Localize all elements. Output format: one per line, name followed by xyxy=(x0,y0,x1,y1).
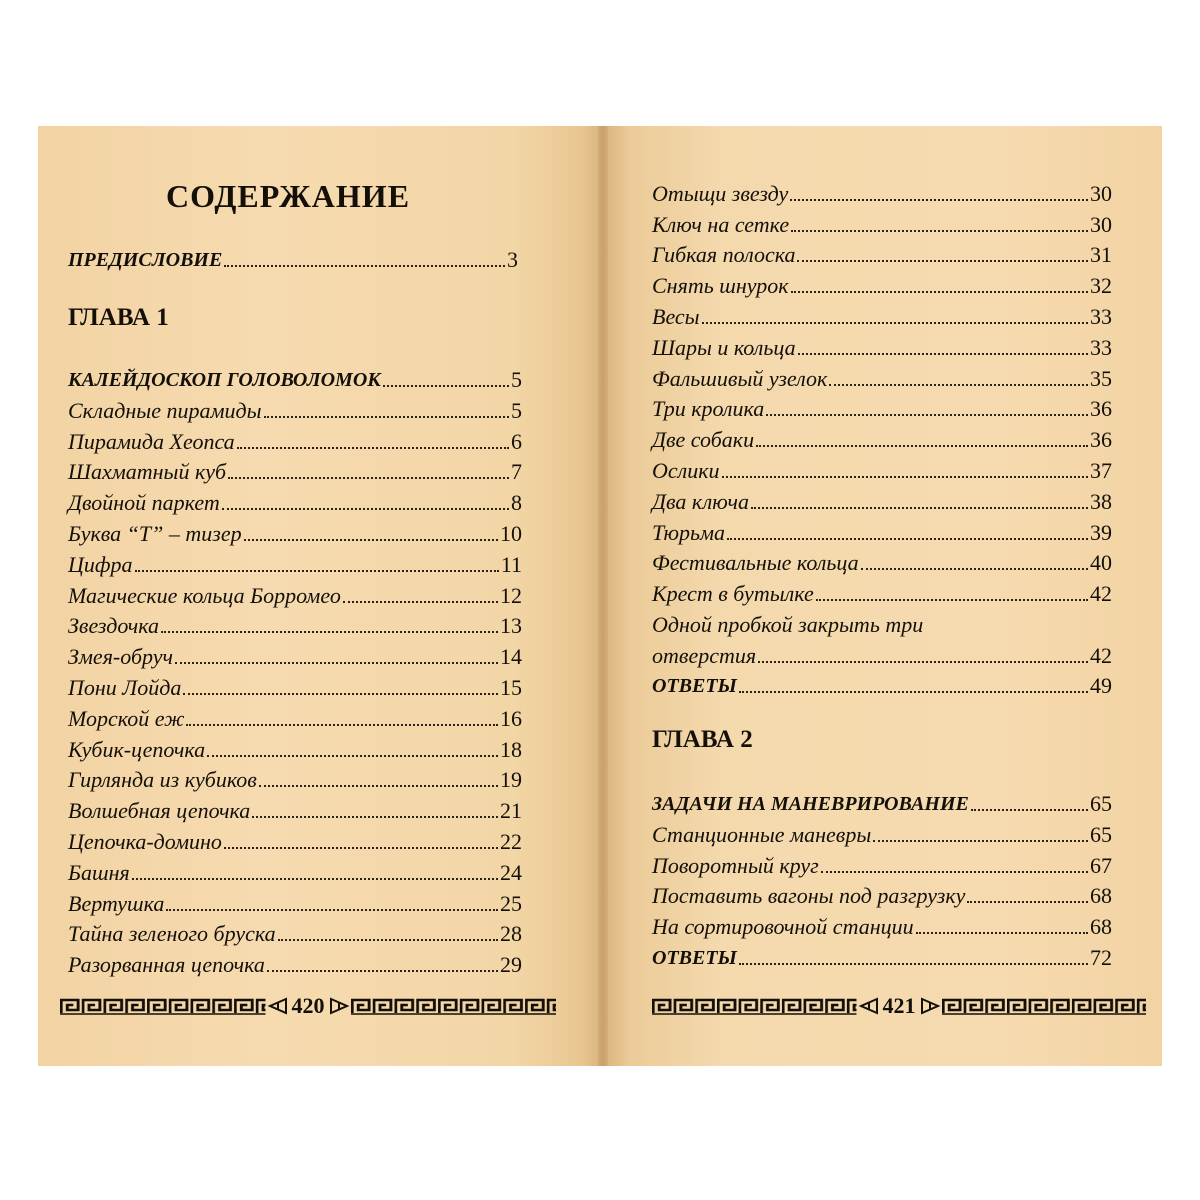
toc-entry-title: Два ключа xyxy=(652,488,749,514)
toc-leader-dots xyxy=(967,901,1088,903)
toc-entry-page: 65 xyxy=(1090,821,1112,847)
toc-entry-page: 13 xyxy=(500,613,522,639)
meander-border-icon xyxy=(351,997,557,1015)
toc-entry-title: Башня xyxy=(68,859,130,885)
toc-leader-dots xyxy=(161,631,498,633)
meander-border-icon xyxy=(652,997,857,1015)
toc-entry xyxy=(68,763,522,794)
toc-entry-page: 42 xyxy=(1090,581,1112,607)
toc-entry xyxy=(652,576,1112,607)
toc-leader-dots xyxy=(821,871,1088,873)
toc-entry-page: 12 xyxy=(500,582,522,608)
toc-entry xyxy=(68,947,522,978)
toc-entry-title: Вертушка xyxy=(68,890,165,916)
toc-leader-dots xyxy=(224,847,498,849)
chapter-2-heading: ГЛАВА 2 xyxy=(652,726,753,753)
toc-entry-title: Две собаки xyxy=(652,427,755,453)
toc-entry-title: Пирамида Хеопса xyxy=(68,428,235,454)
toc-entry-page: 14 xyxy=(500,644,522,670)
toc-entry xyxy=(68,516,522,547)
toc-entry-title: Разорванная цепочка xyxy=(68,952,265,978)
toc-entry xyxy=(652,392,1112,423)
toc-entry-title: Кубик-цепочка xyxy=(68,736,206,762)
toc-entry-page: 38 xyxy=(1090,488,1112,514)
toc-entry-page: 32 xyxy=(1090,273,1112,299)
toc-entry-title: Шары и кольца xyxy=(652,334,796,360)
toc-leader-dots xyxy=(267,970,498,972)
toc-leader-dots xyxy=(971,809,1088,811)
toc-entry-title: Отыщи звезду xyxy=(652,180,789,206)
toc-entry-page: 42 xyxy=(1090,642,1112,668)
toc-leader-dots xyxy=(132,878,498,880)
toc-leader-dots xyxy=(259,785,498,787)
toc-leader-dots xyxy=(758,661,1088,663)
toc-leader-dots xyxy=(222,508,509,510)
toc-entry-title: Крест в бутылке xyxy=(652,581,814,607)
toc-entry-page: 68 xyxy=(1090,883,1112,909)
toc-entry xyxy=(652,879,1112,910)
toc-entry-page: 16 xyxy=(500,705,522,731)
toc-entry-page: 28 xyxy=(500,921,522,947)
toc-entry xyxy=(68,670,522,701)
page-number: 421 xyxy=(882,993,916,1018)
toc-entry-answers xyxy=(652,669,1112,700)
toc-entry-section xyxy=(652,786,1112,817)
toc-leader-dots xyxy=(702,322,1088,324)
toc-leader-dots xyxy=(756,445,1088,447)
toc-leader-dots xyxy=(916,932,1088,934)
toc-entry-page: 35 xyxy=(1090,365,1112,391)
toc-entry-title: Фальшивый узелок xyxy=(652,365,828,391)
toc-entry-page: 10 xyxy=(500,520,522,546)
toc-entry-page: 8 xyxy=(511,490,522,516)
toc-entry xyxy=(68,886,522,917)
toc-leader-dots xyxy=(264,416,509,418)
toc-leader-dots xyxy=(739,691,1088,693)
toc-entry-page: 67 xyxy=(1090,852,1112,878)
right-page xyxy=(608,126,1162,1066)
toc-entry-title: КАЛЕЙДОСКОП ГОЛОВОЛОМОК xyxy=(68,368,381,391)
toc-entry-title: Поворотный круг xyxy=(652,852,819,878)
book-spread xyxy=(38,126,1162,1066)
toc-entry-title: Гибкая полоска xyxy=(652,242,796,268)
arrow-right-ornament-icon xyxy=(920,997,942,1015)
toc-entry-title: Одной пробкой закрыть три xyxy=(652,611,924,637)
toc-entry xyxy=(68,393,522,424)
toc-entry-page: 29 xyxy=(500,952,522,978)
chapter-1-toc xyxy=(68,362,522,393)
toc-entry xyxy=(68,485,522,516)
toc-entry-page: 37 xyxy=(1090,457,1112,483)
chapter-1-heading: ГЛАВА 1 xyxy=(68,304,169,331)
toc-entry-section xyxy=(68,362,522,393)
toc-leader-dots xyxy=(790,199,1088,201)
toc-entry-title: Морской еж xyxy=(68,705,185,731)
toc-entry xyxy=(652,422,1112,453)
toc-entry xyxy=(68,732,522,763)
toc-entry-page: 11 xyxy=(500,551,522,577)
toc-entry-preface xyxy=(68,242,518,273)
toc-leader-dots xyxy=(791,230,1088,232)
toc-entry-title: Складные пирамиды xyxy=(68,397,262,423)
toc-entry xyxy=(652,299,1112,330)
toc-entry-page: 19 xyxy=(500,767,522,793)
toc-leader-dots xyxy=(252,816,498,818)
toc-entry-title: Шахматный куб xyxy=(68,459,227,485)
toc-entry-title: Ослики xyxy=(652,457,720,483)
toc-entry-page: 25 xyxy=(500,890,522,916)
toc-entry-page: 68 xyxy=(1090,914,1112,940)
toc-entry-title: ПРЕДИСЛОВИЕ xyxy=(68,248,223,271)
toc-entry-title: Тюрьма xyxy=(652,519,726,545)
chapter-2-toc xyxy=(652,786,1112,817)
toc-entry-page: 6 xyxy=(511,428,522,454)
toc-entry-page: 33 xyxy=(1090,303,1112,329)
toc-entry-page: 18 xyxy=(500,736,522,762)
toc-entry-title: Волшебная цепочка xyxy=(68,798,251,824)
toc-entry xyxy=(68,424,522,455)
toc-leader-dots xyxy=(224,265,505,267)
toc-leader-dots xyxy=(861,568,1088,570)
chapter-1-entries-continued xyxy=(652,176,1112,607)
toc-leader-dots xyxy=(791,291,1088,293)
toc-entry xyxy=(652,546,1112,577)
contents-title: СОДЕРЖАНИЕ xyxy=(165,178,411,214)
chapter-2-answers-list xyxy=(652,940,1112,971)
toc-entry-title: ОТВЕТЫ xyxy=(652,675,737,698)
meander-border-icon xyxy=(60,997,266,1015)
toc-entry-page: 5 xyxy=(511,366,522,392)
toc-entry xyxy=(652,238,1112,269)
page-footer-ornament xyxy=(60,994,556,1018)
toc-leader-dots xyxy=(175,662,498,664)
arrow-right-ornament-icon xyxy=(329,997,351,1015)
toc-entry-title: На сортировочной станции xyxy=(652,914,914,940)
chapter-1-entries xyxy=(68,393,522,978)
toc-entry-page: 30 xyxy=(1090,180,1112,206)
toc-entry-page: 31 xyxy=(1090,242,1112,268)
toc-entry xyxy=(652,361,1112,392)
toc-leader-dots xyxy=(829,384,1088,386)
toc-entry-page: 30 xyxy=(1090,211,1112,237)
arrow-left-ornament-icon xyxy=(857,997,879,1015)
toc-entry xyxy=(652,453,1112,484)
toc-entry-title: Тайна зеленого бруска xyxy=(68,921,276,947)
toc-entry xyxy=(652,176,1112,207)
toc-leader-dots xyxy=(244,539,498,541)
toc-entry-page: 36 xyxy=(1090,396,1112,422)
toc-entry xyxy=(68,917,522,948)
toc-entry-page: 3 xyxy=(507,246,518,272)
toc-entry xyxy=(652,817,1112,848)
meander-border-icon xyxy=(942,997,1147,1015)
toc-leader-dots xyxy=(816,599,1088,601)
toc-entry-page: 15 xyxy=(500,674,522,700)
toc-entry-answers xyxy=(652,940,1112,971)
toc-entry-title: Буква “Т” – тизер xyxy=(68,520,242,546)
toc-entry-page: 65 xyxy=(1090,790,1112,816)
toc-entry xyxy=(68,547,522,578)
toc-entry-title: Магические кольца Борромео xyxy=(68,582,341,608)
toc-entry xyxy=(68,609,522,640)
toc-entry-title: Звездочка xyxy=(68,613,160,639)
toc-leader-dots xyxy=(739,963,1088,965)
toc-entry-title: Змея-обруч xyxy=(68,644,173,670)
toc-entry xyxy=(68,455,522,486)
toc-entry-title: ЗАДАЧИ НА МАНЕВРИРОВАНИЕ xyxy=(652,792,969,815)
book-gutter xyxy=(598,126,608,1066)
toc-entry-page: 49 xyxy=(1090,673,1112,699)
toc-entry-title: отверстия xyxy=(652,642,757,668)
toc-entry xyxy=(68,578,522,609)
toc-entry-title: Фестивальные кольца xyxy=(652,550,859,576)
toc-leader-dots xyxy=(383,385,509,387)
toc-leader-dots xyxy=(766,414,1088,416)
toc-entry-title: Весы xyxy=(652,303,700,329)
toc-entry-page: 22 xyxy=(500,828,522,854)
left-page xyxy=(38,126,598,1066)
toc-entry-page: 72 xyxy=(1090,944,1112,970)
toc-entry-title: Станционные маневры xyxy=(652,821,872,847)
toc-entry xyxy=(68,639,522,670)
toc-entry xyxy=(68,855,522,886)
toc-entry-page: 5 xyxy=(511,397,522,423)
toc-entry-page: 7 xyxy=(511,459,522,485)
toc-entry-title: Гирлянда из кубиков xyxy=(68,767,257,793)
toc-entry xyxy=(652,515,1112,546)
toc-entry-multiline-first xyxy=(652,607,1112,638)
toc-entry-title: Три кролика xyxy=(652,396,765,422)
toc-entry xyxy=(68,701,522,732)
toc-entry xyxy=(68,793,522,824)
toc-entry xyxy=(652,330,1112,361)
toc-entry-page: 21 xyxy=(500,798,522,824)
toc-entry-page: 24 xyxy=(500,859,522,885)
toc-leader-dots xyxy=(751,507,1088,509)
page-number: 420 xyxy=(291,993,325,1018)
toc-leader-dots xyxy=(343,601,498,603)
toc-entry-title: Пони Лойда xyxy=(68,674,182,700)
toc-entry-page: 36 xyxy=(1090,427,1112,453)
toc-entry xyxy=(68,824,522,855)
arrow-left-ornament-icon xyxy=(266,997,288,1015)
preface-list xyxy=(68,242,518,273)
toc-entry-page: 33 xyxy=(1090,334,1112,360)
toc-leader-dots xyxy=(722,476,1088,478)
toc-leader-dots xyxy=(797,260,1088,262)
toc-entry xyxy=(652,909,1112,940)
toc-entry-title: Цепочка-домино xyxy=(68,828,222,854)
toc-leader-dots xyxy=(135,570,499,572)
page-footer-ornament xyxy=(652,994,1146,1018)
toc-entry-page: 40 xyxy=(1090,550,1112,576)
toc-leader-dots xyxy=(237,447,509,449)
toc-entry-title: Снять шнурок xyxy=(652,273,789,299)
toc-leader-dots xyxy=(278,939,498,941)
toc-leader-dots xyxy=(798,353,1088,355)
toc-leader-dots xyxy=(186,724,498,726)
toc-entry-title: Двойной паркет xyxy=(68,490,220,516)
toc-entry-title: Ключ на сетке xyxy=(652,211,790,237)
toc-entry-title: Поставить вагоны под разгрузку xyxy=(652,883,966,909)
toc-entry xyxy=(652,848,1112,879)
multiline-entry-list xyxy=(652,607,1112,699)
toc-leader-dots xyxy=(228,477,509,479)
toc-leader-dots xyxy=(727,538,1088,540)
toc-entry-title: Цифра xyxy=(68,551,133,577)
toc-entry xyxy=(652,207,1112,238)
chapter-2-entries xyxy=(652,817,1112,940)
toc-entry xyxy=(652,268,1112,299)
toc-entry-page: 39 xyxy=(1090,519,1112,545)
toc-leader-dots xyxy=(166,909,498,911)
toc-leader-dots xyxy=(207,755,498,757)
toc-entry-title: ОТВЕТЫ xyxy=(652,946,737,969)
toc-leader-dots xyxy=(183,693,498,695)
toc-leader-dots xyxy=(873,840,1088,842)
toc-entry-multiline-second xyxy=(652,638,1112,669)
toc-entry xyxy=(652,484,1112,515)
